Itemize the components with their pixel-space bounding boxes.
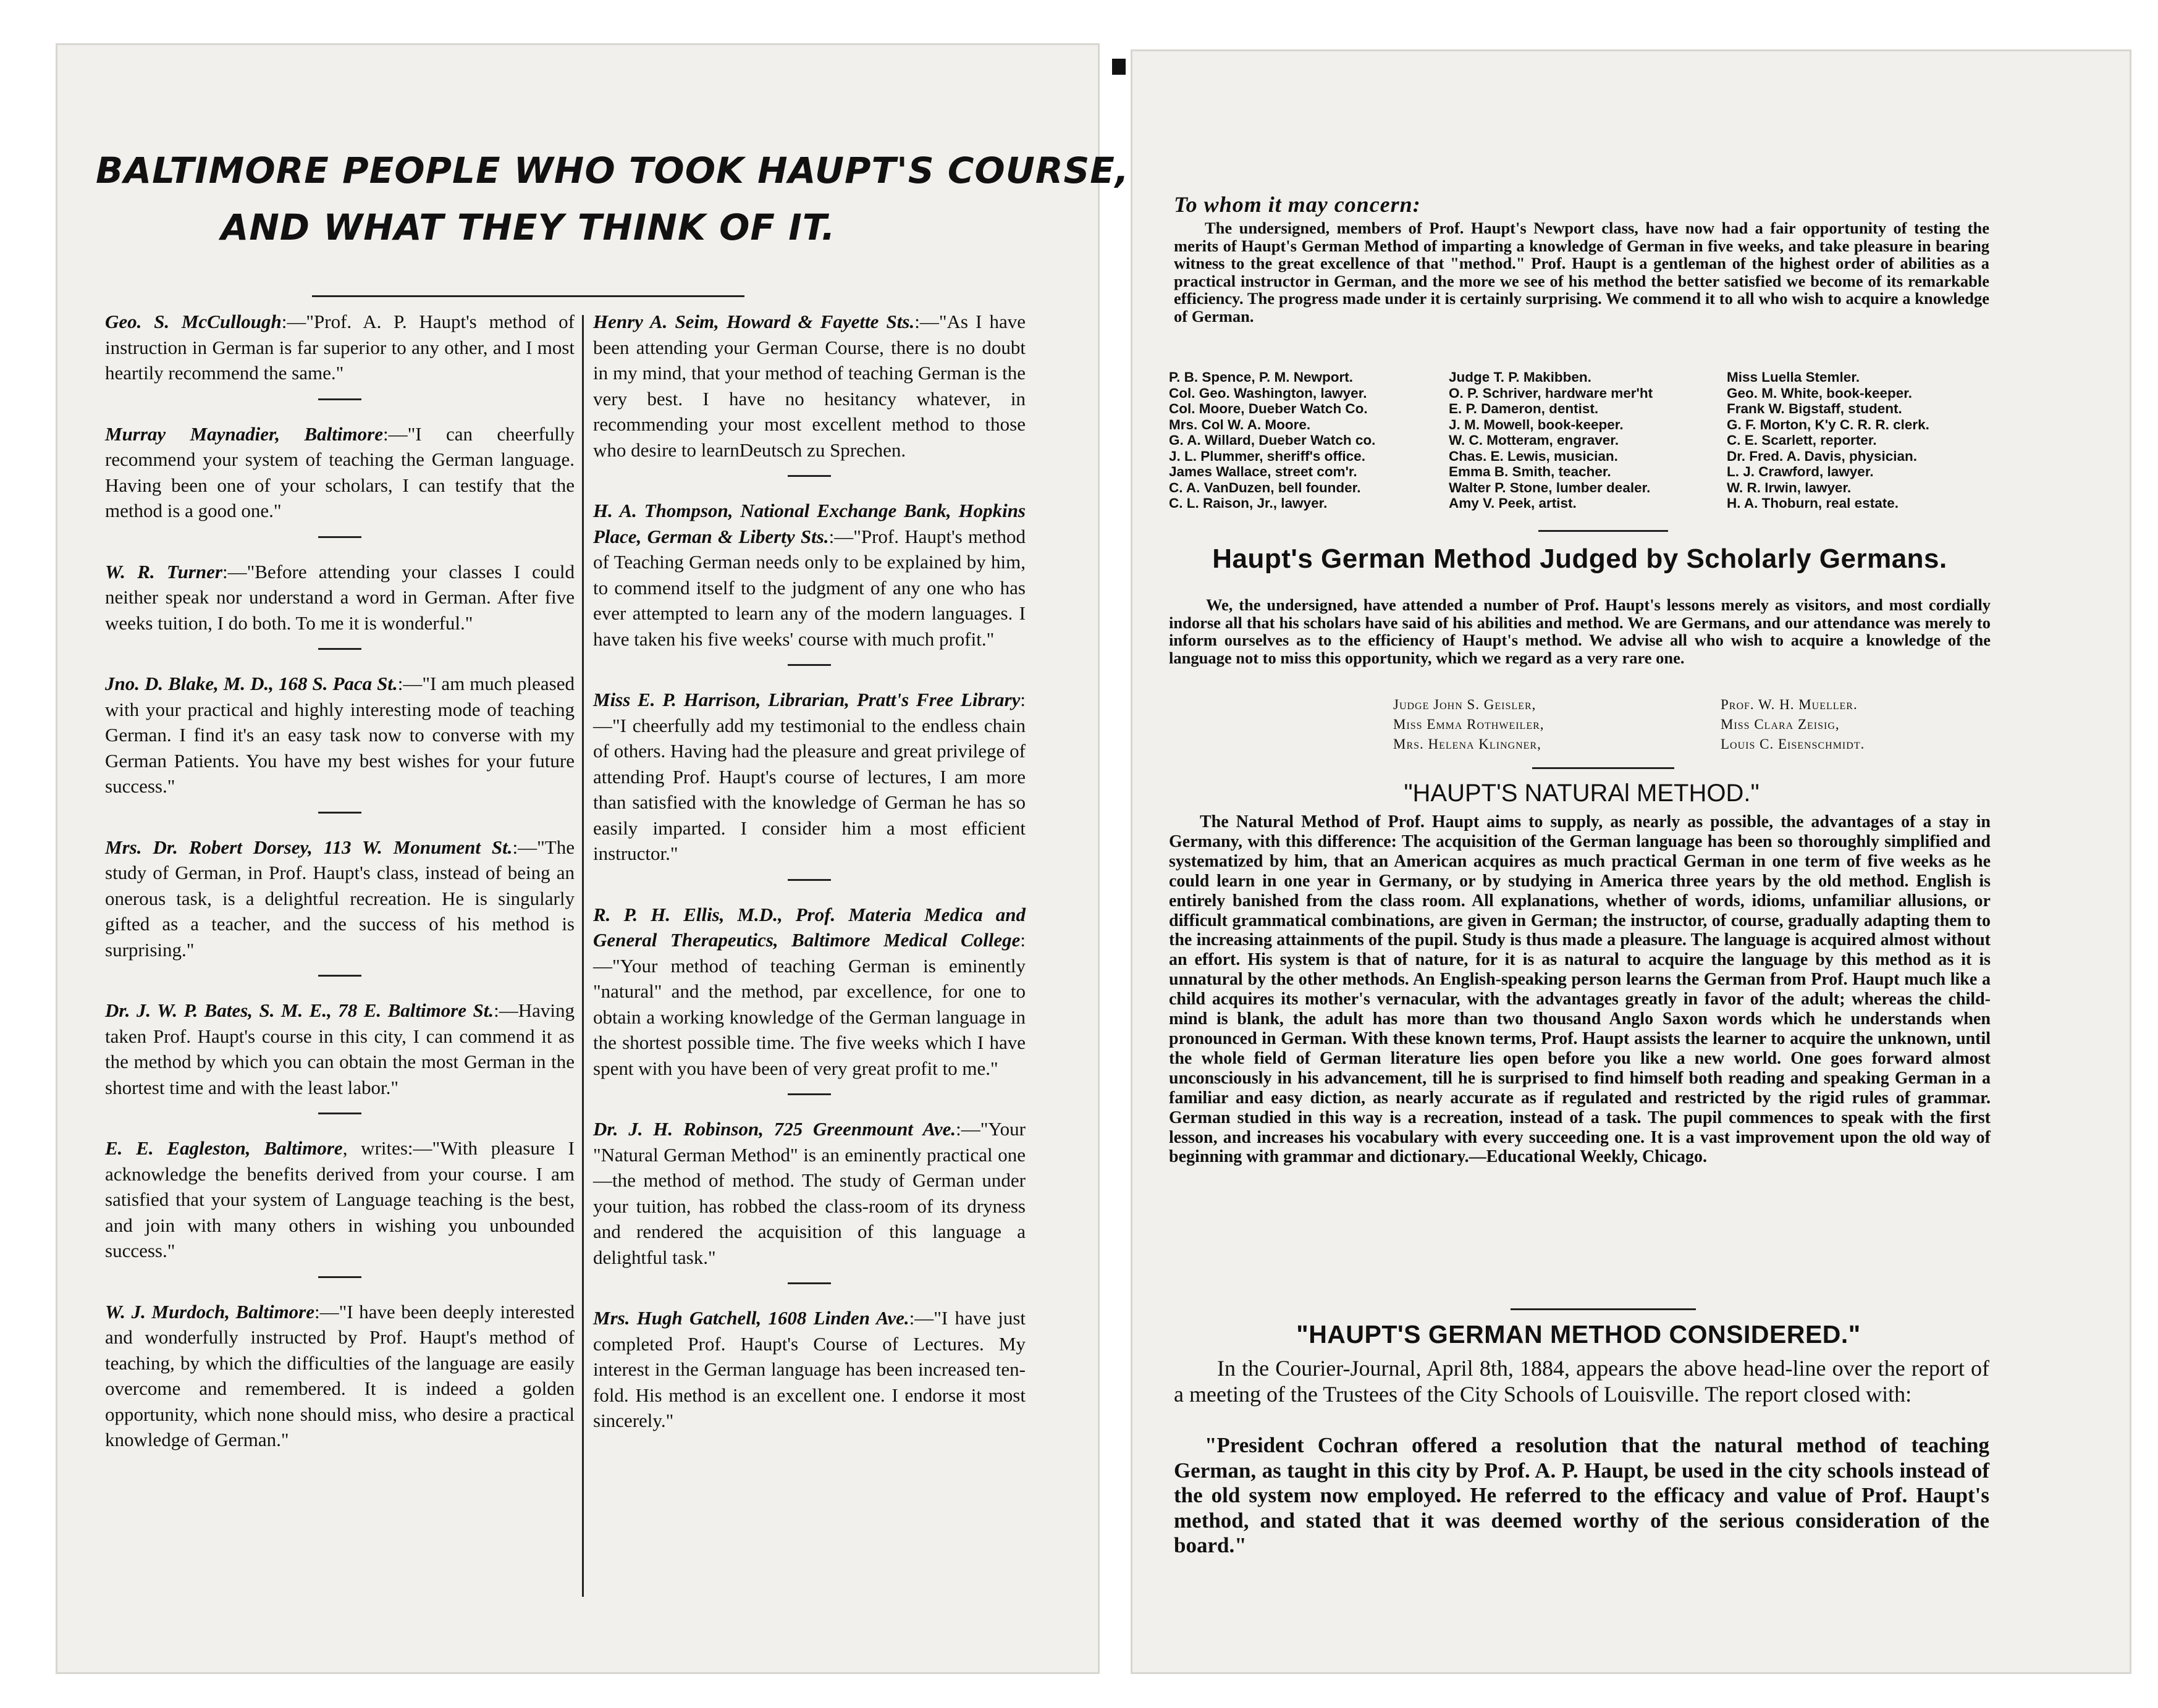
testimonial-author: Henry A. Seim, Howard & Fayette Sts. — [593, 311, 915, 332]
testimonial-author: W. J. Murdoch, Baltimore — [105, 1300, 315, 1323]
testimonial-author: Dr. J. H. Robinson, 725 Greenmount Ave. — [593, 1118, 956, 1140]
testimonial-author: Mrs. Hugh Gatchell, 1608 Linden Ave. — [593, 1307, 909, 1329]
scholarly-signer: Louis C. Eisenschmidt. — [1721, 736, 1865, 752]
newport-signers-col-3 — [1727, 369, 1929, 511]
testimonial — [593, 498, 1026, 652]
testimonials-left-column — [105, 309, 575, 1453]
signer-name: Emma B. Smith, teacher. — [1449, 464, 1611, 479]
testimonial-separator — [318, 812, 361, 814]
signer-name: O. P. Schriver, hardware mer'ht — [1449, 385, 1653, 401]
testimonial-author: Murray Maynadier, Baltimore — [105, 423, 383, 445]
testimonial-text: :—"Your "Natural German Method" is an eminently practical one—the method of method. The study of German under your tuition, has robbed the class-room of its dryness and rendered the acquisition of this language a delightful task." — [593, 1118, 1026, 1268]
considered-body: In the Courier-Journal, April 8th, 1884, appears the above head-line over the report of a meeting of the Trustees of the City Schools of Louisville. The report closed with: — [1174, 1356, 1989, 1407]
testimonial — [105, 309, 575, 386]
testimonial — [105, 1299, 575, 1453]
signer-name: Col. Geo. Washington, lawyer. — [1169, 385, 1367, 401]
natural-method-heading: "HAUPT'S NATURAl METHOD." — [1404, 780, 1760, 807]
testimonial-author: Dr. J. W. P. Bates, S. M. E., 78 E. Baltimore St. — [105, 999, 494, 1021]
testimonial-author: R. P. H. Ellis, M.D., Prof. Materia Medica and General Therapeutics, Baltimore Medical College — [593, 903, 1026, 951]
testimonial-author: E. E. Eagleston, Baltimore — [105, 1137, 343, 1159]
scholarly-body: We, the undersigned, have attended a number of Prof. Haupt's lessons merely as visitors, and most cordially indorse all that his scholars have said of his abilities and method. We are Germans, and our attendance was merely to inform ourselves as to the efficiency of Haupt's method. We advise all who wish to acquire a knowledge of the language not to miss this opportunity, which we regard as a very rare one. — [1169, 595, 1991, 667]
signer-name: Miss Luella Stemler. — [1727, 369, 1860, 385]
testimonial — [593, 687, 1026, 867]
signer-name: P. B. Spence, P. M. Newport. — [1169, 369, 1354, 385]
title-rule — [312, 295, 744, 297]
signer-name: C. L. Raison, Jr., lawyer. — [1169, 495, 1328, 511]
testimonial — [105, 998, 575, 1100]
testimonial-author: Mrs. Dr. Robert Dorsey, 113 W. Monument St. — [105, 836, 513, 858]
signer-name: C. A. VanDuzen, bell founder. — [1169, 479, 1361, 495]
signer-name: G. A. Willard, Dueber Watch co. — [1169, 432, 1376, 448]
signer-name: Col. Moore, Dueber Watch Co. — [1169, 401, 1368, 416]
newport-signers-col-2 — [1449, 369, 1653, 511]
testimonial-separator — [788, 664, 831, 666]
testimonial-author: H. A. Thompson, National Exchange Bank, Hopkins Place, German & Liberty Sts. — [593, 500, 1026, 547]
scholarly-signer: Prof. W. H. Mueller. — [1721, 697, 1858, 712]
signer-name: H. A. Thoburn, real estate. — [1727, 495, 1899, 511]
considered-heading: "HAUPT'S GERMAN METHOD CONSIDERED." — [1296, 1320, 1861, 1348]
signer-name: Amy V. Peek, artist. — [1449, 495, 1577, 511]
testimonial-text: :—"I have been deeply interested and wonderfully instructed by Prof. Haupt's method of teaching, by which the difficulties of the language are easily overcome and remembered. It is indeed a golden opportunity, which none should miss, who desire a practical knowledge of German." — [105, 1300, 575, 1450]
testimonial-text: :—"As I have been attending your German Course, there is no doubt in my mind, that your method of teaching German is the very best. I have no hesitancy whatever, in recommending your most excellent method to those who desire to learnDeutsch zu Sprechen. — [593, 311, 1026, 461]
signer-name: Judge T. P. Makibben. — [1449, 369, 1591, 385]
signer-name: Dr. Fred. A. Davis, physician. — [1727, 448, 1918, 464]
testimonial-separator — [318, 536, 361, 538]
testimonial — [105, 1135, 575, 1264]
scholarly-signer: Miss Emma Rothweiler, — [1393, 717, 1545, 732]
signer-name: C. E. Scarlett, reporter. — [1727, 432, 1877, 448]
column-divider — [582, 315, 584, 1597]
signer-name: Mrs. Col W. A. Moore. — [1169, 416, 1311, 432]
testimonial-separator — [788, 475, 831, 477]
testimonial-separator — [788, 1093, 831, 1095]
considered-quote: "President Cochran offered a resolution that the natural method of teaching German, as taught in this city by Prof. A. P. Haupt, be used in the city schools instead of the old system now employed. He referred to the efficacy and value of Prof. Haupt's method, and stated that it was deemed worthy of the serious consideration of the board." — [1174, 1433, 1989, 1557]
testimonial-separator — [318, 975, 361, 977]
testimonial-text: :—"Prof. A. P. Haupt's method of instruction in German is far superior to any other, and I most heartily recommend the same." — [105, 311, 575, 384]
testimonial — [105, 421, 575, 524]
scholarly-signer: Miss Clara Zeisig, — [1721, 717, 1840, 732]
testimonial-author: W. R. Turner — [105, 560, 222, 583]
signer-name: Chas. E. Lewis, musician. — [1449, 448, 1618, 464]
newport-signers-col-1 — [1169, 369, 1375, 511]
testimonial-text: :—"The study of German, in Prof. Haupt's class, instead of being an onerous task, is a delightful recreation. He is singularly gifted as a teacher, and the success of his method is surprising." — [105, 836, 575, 961]
signer-name: J. M. Mowell, book-keeper. — [1449, 416, 1624, 432]
signer-name: J. L. Plummer, sheriff's office. — [1169, 448, 1365, 464]
testimonial-author: Geo. S. McCullough — [105, 311, 282, 332]
testimonial-separator — [318, 398, 361, 400]
testimonial-text: :—"I am much pleased with your practical and highly interesting mode of teaching German. I find it's an easy task now to converse with my German Patients. You have my best wishes for your future success." — [105, 673, 575, 797]
testimonial-text: :—"I can cheerfully recommend your system of teaching the German language. Having been one of your scholars, I can testify that the method is a good one." — [105, 423, 575, 521]
testimonial-separator — [318, 1276, 361, 1278]
signer-name: Walter P. Stone, lumber dealer. — [1449, 479, 1651, 495]
testimonial-separator — [788, 1282, 831, 1284]
signer-name: L. J. Crawford, lawyer. — [1727, 464, 1874, 479]
scholarly-heading: Haupt's German Method Judged by Scholarly Germans. — [1212, 544, 1947, 574]
testimonial-text: , writes:—"With pleasure I acknowledge the benefits derived from your course. I am satisfied that your system of Language teaching is the best, and join with many others in wishing you unbounded success." — [105, 1137, 575, 1261]
testimonial-text: :—"Your method of teaching German is eminently "natural" and the method, par excellence, for one to obtain a working knowledge of the German language in the shortest possible time. The five weeks which I have spent with you have been of very great profit to me." — [593, 929, 1026, 1079]
signer-name: Frank W. Bigstaff, student. — [1727, 401, 1902, 416]
title-line-1: BALTIMORE PEOPLE WHO TOOK HAUPT'S COURSE, — [96, 149, 1129, 191]
testimonial-separator — [318, 648, 361, 650]
testimonial — [593, 309, 1026, 463]
signer-name: W. R. Irwin, lawyer. — [1727, 479, 1852, 495]
testimonial — [593, 1305, 1026, 1434]
testimonials-right-column — [593, 309, 1026, 1434]
testimonial-text: :—"I cheerfully add my testimonial to the endless chain of others. Having had the pleasure and great privilege of attending Prof. Haupt's course of lectures, I am more than satisfied with the knowledge of German he has so easily imparted. I consider him a most efficient instructor." — [593, 689, 1026, 864]
title-line-2: AND WHAT THEY THINK OF IT. — [221, 206, 836, 248]
scholarly-signer: Judge John S. Geisler, — [1393, 697, 1536, 712]
concern-heading: To whom it may concern: — [1174, 192, 1421, 217]
natural-method-body: The Natural Method of Prof. Haupt aims to supply, as nearly as possible, the advantages of a stay in Germany, with this difference: The acquisition of the German language has been so thoroughly simplified and systematized by him, that an American acquires as much practical German in one term of five weeks as he could learn in one year in Germany, or by studying in America three years by the old method. English is entirely banished from the class room. All explanations, whether of words, idioms, unfamiliar allusions, or difficult grammatical combinations, are given in German; the instructor, of course, gradually adapting them to the increasing attainments of the pupil. Study is thus made a pleasure. The language is acquired almost without an effort. His system is that of nature, for it is as natural to acquire the language by this method as it is unnatural by the other methods. An English-speaking person learns the German from Prof. Haupt much like a child acquires its mother's vernacular, with the advantages greatly in favor of the adult; whereas the child-mind is blank, the adult has more than two thousand Anglo Saxon words which he understands when pronounced in German. With these known terms, Prof. Haupt assists the learner to acquire the unknown, until the whole field of German literature lies open before you like a new world. One goes forward almost unconsciously in his advancement, till he is surprised to find himself both reading and speaking German in a familiar and easy diction, as nearly accurate as if regulated and restricted by the rigid rules of grammar. German studied in this way is a recreation, instead of a task. The pupil commences to speak with the first lesson, and increases his vocabulary with every succeeding one. It is a vast improvement upon the old way of beginning with grammar and dictionary.—Educational Weekly, Chicago. — [1169, 812, 1991, 1167]
gutter-mark — [1112, 59, 1126, 75]
testimonial-separator — [788, 879, 831, 881]
testimonial — [105, 559, 575, 636]
testimonial-text: :—"Before attending your classes I could neither speak nor understand a word in German. After five weeks tuition, I do both. To me it is wonderful." — [105, 560, 575, 634]
scholarly-signer: Mrs. Helena Klingner, — [1393, 736, 1541, 752]
page-title — [96, 142, 1129, 256]
signer-name: W. C. Motteram, engraver. — [1449, 432, 1619, 448]
section-rule — [1511, 1308, 1696, 1310]
testimonial — [593, 1116, 1026, 1270]
section-rule — [1532, 767, 1674, 769]
testimonial-author: Miss E. P. Harrison, Librarian, Pratt's Free Library — [593, 689, 1021, 710]
signer-name: Geo. M. White, book-keeper. — [1727, 385, 1913, 401]
testimonial — [593, 902, 1026, 1082]
testimonial — [105, 835, 575, 963]
signer-name: James Wallace, street com'r. — [1169, 464, 1357, 479]
testimonial-separator — [318, 1113, 361, 1114]
testimonial-author: Jno. D. Blake, M. D., 168 S. Paca St. — [105, 673, 398, 694]
section-rule — [1538, 530, 1668, 532]
testimonial-text: :—"I have just completed Prof. Haupt's Course of Lectures. My interest in the German language has been increased ten-fold. His method is an excellent one. I endorse it most sincerely." — [593, 1307, 1026, 1431]
testimonial-text: :—"Prof. Haupt's method of Teaching German needs only to be explained by him, to commend itself to the judgment of any one who has ever attempted to learn any of the modern languages. I have taken his five weeks' course with much profit." — [593, 525, 1026, 650]
testimonial-text: :—Having taken Prof. Haupt's course in this city, I can commend it as the method by which you can obtain the most German in the shortest time and with the least labor." — [105, 999, 575, 1098]
signer-name: G. F. Morton, K'y C. R. R. clerk. — [1727, 416, 1929, 432]
signer-name: E. P. Dameron, dentist. — [1449, 401, 1599, 416]
testimonial — [105, 671, 575, 799]
concern-body: The undersigned, members of Prof. Haupt's Newport class, have now had a fair opportunity of testing the merits of Haupt's German Method of imparting a knowledge of German in five weeks, and take pleasure in bearing witness to the great excellence of that "method." Prof. Haupt is a gentleman of the highest order of abilities as a practical instructor in German, and the more we see of his method the better satisfied we become of its remarkable efficiency. The progress made under it is certainly surprising. We commend it to all who wish to acquire a knowledge of German. — [1174, 219, 1989, 326]
